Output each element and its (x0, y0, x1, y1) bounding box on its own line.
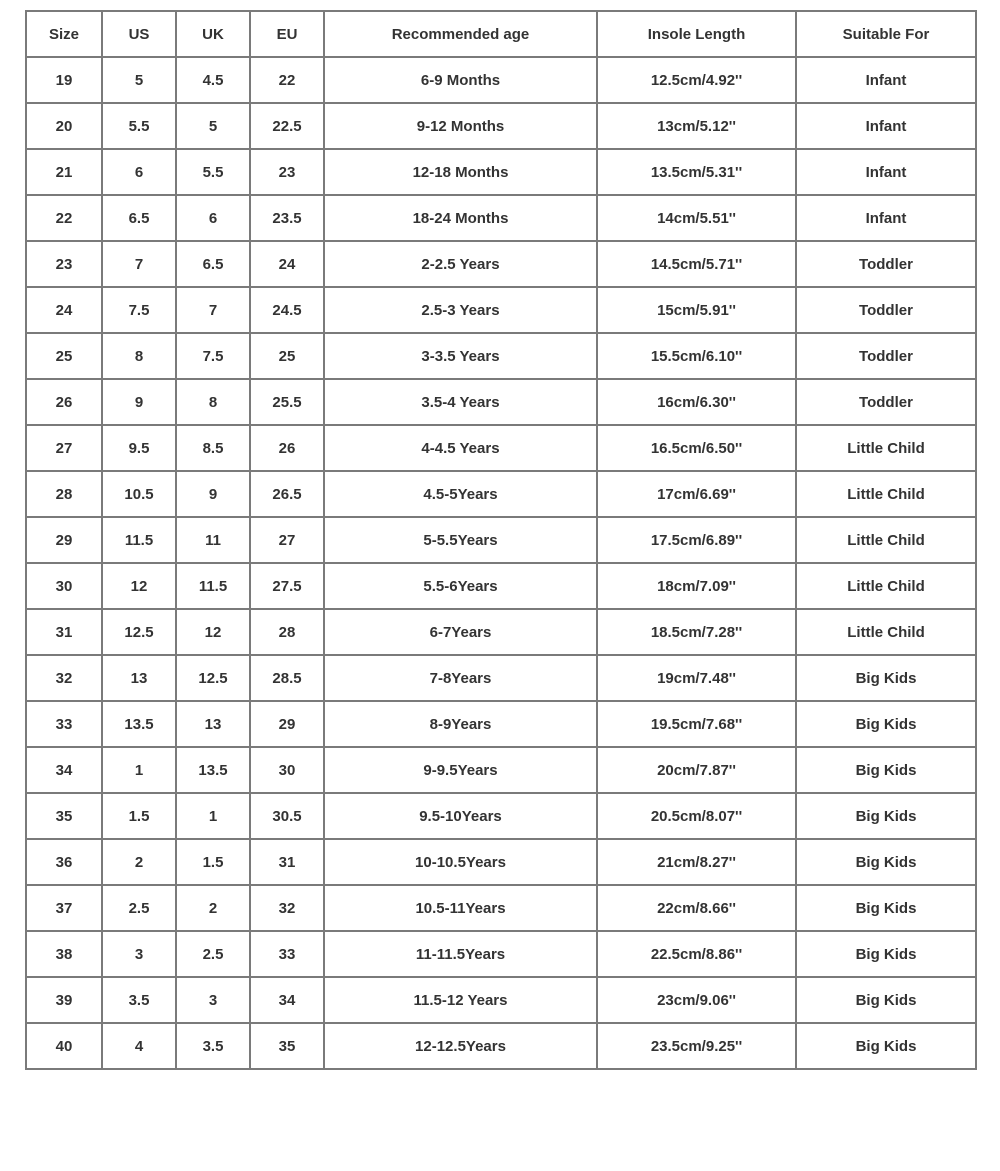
cell-us: 5 (102, 57, 176, 103)
cell-recommended-age: 12-12.5Years (324, 1023, 597, 1069)
cell-us: 10.5 (102, 471, 176, 517)
table-row (26, 379, 976, 425)
cell-recommended-age: 9-9.5Years (324, 747, 597, 793)
table-row (26, 977, 976, 1023)
cell-us: 1.5 (102, 793, 176, 839)
column-header-suitable-for: Suitable For (796, 11, 976, 57)
cell-eu: 23 (250, 149, 324, 195)
table-row (26, 609, 976, 655)
cell-suitable-for: Toddler (796, 287, 976, 333)
cell-insole-length: 14cm/5.51'' (597, 195, 796, 241)
cell-us: 6.5 (102, 195, 176, 241)
column-header-insole-length: Insole Length (597, 11, 796, 57)
cell-eu: 35 (250, 1023, 324, 1069)
cell-suitable-for: Big Kids (796, 747, 976, 793)
cell-insole-length: 17cm/6.69'' (597, 471, 796, 517)
cell-size: 24 (26, 287, 102, 333)
column-header-us: US (102, 11, 176, 57)
cell-size: 26 (26, 379, 102, 425)
cell-us: 7.5 (102, 287, 176, 333)
cell-size: 35 (26, 793, 102, 839)
cell-us: 12 (102, 563, 176, 609)
cell-insole-length: 15cm/5.91'' (597, 287, 796, 333)
cell-eu: 27.5 (250, 563, 324, 609)
column-header-eu: EU (250, 11, 324, 57)
cell-suitable-for: Toddler (796, 241, 976, 287)
cell-eu: 23.5 (250, 195, 324, 241)
cell-us: 8 (102, 333, 176, 379)
size-chart-body (26, 57, 976, 1069)
cell-size: 30 (26, 563, 102, 609)
cell-insole-length: 18.5cm/7.28'' (597, 609, 796, 655)
cell-uk: 2.5 (176, 931, 250, 977)
cell-eu: 32 (250, 885, 324, 931)
cell-eu: 26.5 (250, 471, 324, 517)
cell-eu: 22.5 (250, 103, 324, 149)
table-row (26, 701, 976, 747)
cell-recommended-age: 2.5-3 Years (324, 287, 597, 333)
cell-size: 37 (26, 885, 102, 931)
cell-recommended-age: 10.5-11Years (324, 885, 597, 931)
cell-uk: 9 (176, 471, 250, 517)
cell-uk: 8 (176, 379, 250, 425)
table-row (26, 287, 976, 333)
cell-suitable-for: Infant (796, 57, 976, 103)
cell-insole-length: 13cm/5.12'' (597, 103, 796, 149)
size-chart-table (25, 10, 977, 1070)
cell-suitable-for: Little Child (796, 563, 976, 609)
cell-insole-length: 16.5cm/6.50'' (597, 425, 796, 471)
cell-us: 3 (102, 931, 176, 977)
cell-eu: 31 (250, 839, 324, 885)
cell-recommended-age: 5.5-6Years (324, 563, 597, 609)
cell-us: 11.5 (102, 517, 176, 563)
cell-size: 20 (26, 103, 102, 149)
cell-insole-length: 23cm/9.06'' (597, 977, 796, 1023)
cell-insole-length: 12.5cm/4.92'' (597, 57, 796, 103)
cell-insole-length: 19.5cm/7.68'' (597, 701, 796, 747)
cell-suitable-for: Little Child (796, 471, 976, 517)
cell-suitable-for: Big Kids (796, 1023, 976, 1069)
cell-size: 27 (26, 425, 102, 471)
cell-eu: 34 (250, 977, 324, 1023)
cell-recommended-age: 10-10.5Years (324, 839, 597, 885)
cell-us: 1 (102, 747, 176, 793)
table-row (26, 839, 976, 885)
cell-suitable-for: Big Kids (796, 977, 976, 1023)
cell-uk: 6 (176, 195, 250, 241)
cell-insole-length: 22cm/8.66'' (597, 885, 796, 931)
cell-uk: 3 (176, 977, 250, 1023)
cell-size: 38 (26, 931, 102, 977)
table-row (26, 149, 976, 195)
cell-insole-length: 23.5cm/9.25'' (597, 1023, 796, 1069)
cell-recommended-age: 6-9 Months (324, 57, 597, 103)
table-row (26, 1023, 976, 1069)
header-row (26, 11, 976, 57)
cell-uk: 12.5 (176, 655, 250, 701)
cell-size: 33 (26, 701, 102, 747)
cell-us: 2 (102, 839, 176, 885)
cell-insole-length: 20.5cm/8.07'' (597, 793, 796, 839)
cell-uk: 5 (176, 103, 250, 149)
cell-size: 21 (26, 149, 102, 195)
cell-insole-length: 14.5cm/5.71'' (597, 241, 796, 287)
cell-size: 22 (26, 195, 102, 241)
cell-uk: 6.5 (176, 241, 250, 287)
table-row (26, 103, 976, 149)
cell-eu: 25 (250, 333, 324, 379)
cell-insole-length: 13.5cm/5.31'' (597, 149, 796, 195)
cell-size: 32 (26, 655, 102, 701)
cell-size: 25 (26, 333, 102, 379)
table-row (26, 563, 976, 609)
cell-eu: 24 (250, 241, 324, 287)
cell-us: 6 (102, 149, 176, 195)
cell-us: 5.5 (102, 103, 176, 149)
table-row (26, 885, 976, 931)
cell-recommended-age: 8-9Years (324, 701, 597, 747)
cell-eu: 30 (250, 747, 324, 793)
table-row (26, 195, 976, 241)
cell-eu: 33 (250, 931, 324, 977)
cell-us: 2.5 (102, 885, 176, 931)
cell-recommended-age: 3.5-4 Years (324, 379, 597, 425)
cell-us: 9 (102, 379, 176, 425)
cell-insole-length: 20cm/7.87'' (597, 747, 796, 793)
cell-eu: 25.5 (250, 379, 324, 425)
cell-suitable-for: Big Kids (796, 839, 976, 885)
table-row (26, 517, 976, 563)
cell-recommended-age: 4.5-5Years (324, 471, 597, 517)
cell-eu: 30.5 (250, 793, 324, 839)
cell-size: 31 (26, 609, 102, 655)
cell-suitable-for: Infant (796, 195, 976, 241)
cell-recommended-age: 6-7Years (324, 609, 597, 655)
table-row (26, 425, 976, 471)
table-row (26, 747, 976, 793)
cell-size: 19 (26, 57, 102, 103)
cell-suitable-for: Infant (796, 103, 976, 149)
cell-size: 39 (26, 977, 102, 1023)
cell-insole-length: 21cm/8.27'' (597, 839, 796, 885)
cell-suitable-for: Big Kids (796, 931, 976, 977)
cell-uk: 11.5 (176, 563, 250, 609)
cell-us: 9.5 (102, 425, 176, 471)
cell-eu: 28 (250, 609, 324, 655)
cell-suitable-for: Little Child (796, 517, 976, 563)
cell-eu: 28.5 (250, 655, 324, 701)
table-row (26, 471, 976, 517)
cell-uk: 7.5 (176, 333, 250, 379)
cell-uk: 2 (176, 885, 250, 931)
cell-suitable-for: Infant (796, 149, 976, 195)
cell-uk: 3.5 (176, 1023, 250, 1069)
table-row (26, 241, 976, 287)
cell-recommended-age: 3-3.5 Years (324, 333, 597, 379)
cell-insole-length: 22.5cm/8.86'' (597, 931, 796, 977)
cell-recommended-age: 4-4.5 Years (324, 425, 597, 471)
cell-suitable-for: Big Kids (796, 793, 976, 839)
cell-uk: 12 (176, 609, 250, 655)
cell-recommended-age: 11-11.5Years (324, 931, 597, 977)
cell-size: 34 (26, 747, 102, 793)
cell-uk: 11 (176, 517, 250, 563)
cell-recommended-age: 9-12 Months (324, 103, 597, 149)
cell-size: 23 (26, 241, 102, 287)
cell-suitable-for: Little Child (796, 609, 976, 655)
column-header-size: Size (26, 11, 102, 57)
cell-suitable-for: Big Kids (796, 701, 976, 747)
table-row (26, 655, 976, 701)
cell-uk: 4.5 (176, 57, 250, 103)
cell-suitable-for: Big Kids (796, 885, 976, 931)
cell-us: 4 (102, 1023, 176, 1069)
cell-uk: 1 (176, 793, 250, 839)
cell-us: 7 (102, 241, 176, 287)
cell-recommended-age: 5-5.5Years (324, 517, 597, 563)
cell-uk: 7 (176, 287, 250, 333)
cell-size: 40 (26, 1023, 102, 1069)
cell-recommended-age: 18-24 Months (324, 195, 597, 241)
column-header-recommended-age: Recommended age (324, 11, 597, 57)
cell-uk: 13 (176, 701, 250, 747)
cell-us: 13 (102, 655, 176, 701)
table-row (26, 333, 976, 379)
cell-insole-length: 17.5cm/6.89'' (597, 517, 796, 563)
cell-suitable-for: Toddler (796, 333, 976, 379)
cell-recommended-age: 11.5-12 Years (324, 977, 597, 1023)
table-row (26, 931, 976, 977)
table-row (26, 793, 976, 839)
cell-eu: 27 (250, 517, 324, 563)
cell-recommended-age: 7-8Years (324, 655, 597, 701)
cell-recommended-age: 2-2.5 Years (324, 241, 597, 287)
cell-uk: 8.5 (176, 425, 250, 471)
cell-insole-length: 18cm/7.09'' (597, 563, 796, 609)
table-row (26, 57, 976, 103)
cell-suitable-for: Big Kids (796, 655, 976, 701)
cell-eu: 24.5 (250, 287, 324, 333)
cell-uk: 13.5 (176, 747, 250, 793)
cell-insole-length: 16cm/6.30'' (597, 379, 796, 425)
cell-uk: 5.5 (176, 149, 250, 195)
column-header-uk: UK (176, 11, 250, 57)
cell-size: 29 (26, 517, 102, 563)
cell-uk: 1.5 (176, 839, 250, 885)
cell-insole-length: 15.5cm/6.10'' (597, 333, 796, 379)
cell-suitable-for: Toddler (796, 379, 976, 425)
cell-us: 12.5 (102, 609, 176, 655)
cell-insole-length: 19cm/7.48'' (597, 655, 796, 701)
cell-size: 36 (26, 839, 102, 885)
cell-us: 13.5 (102, 701, 176, 747)
cell-us: 3.5 (102, 977, 176, 1023)
cell-suitable-for: Little Child (796, 425, 976, 471)
cell-size: 28 (26, 471, 102, 517)
cell-eu: 22 (250, 57, 324, 103)
cell-recommended-age: 9.5-10Years (324, 793, 597, 839)
cell-recommended-age: 12-18 Months (324, 149, 597, 195)
cell-eu: 26 (250, 425, 324, 471)
cell-eu: 29 (250, 701, 324, 747)
